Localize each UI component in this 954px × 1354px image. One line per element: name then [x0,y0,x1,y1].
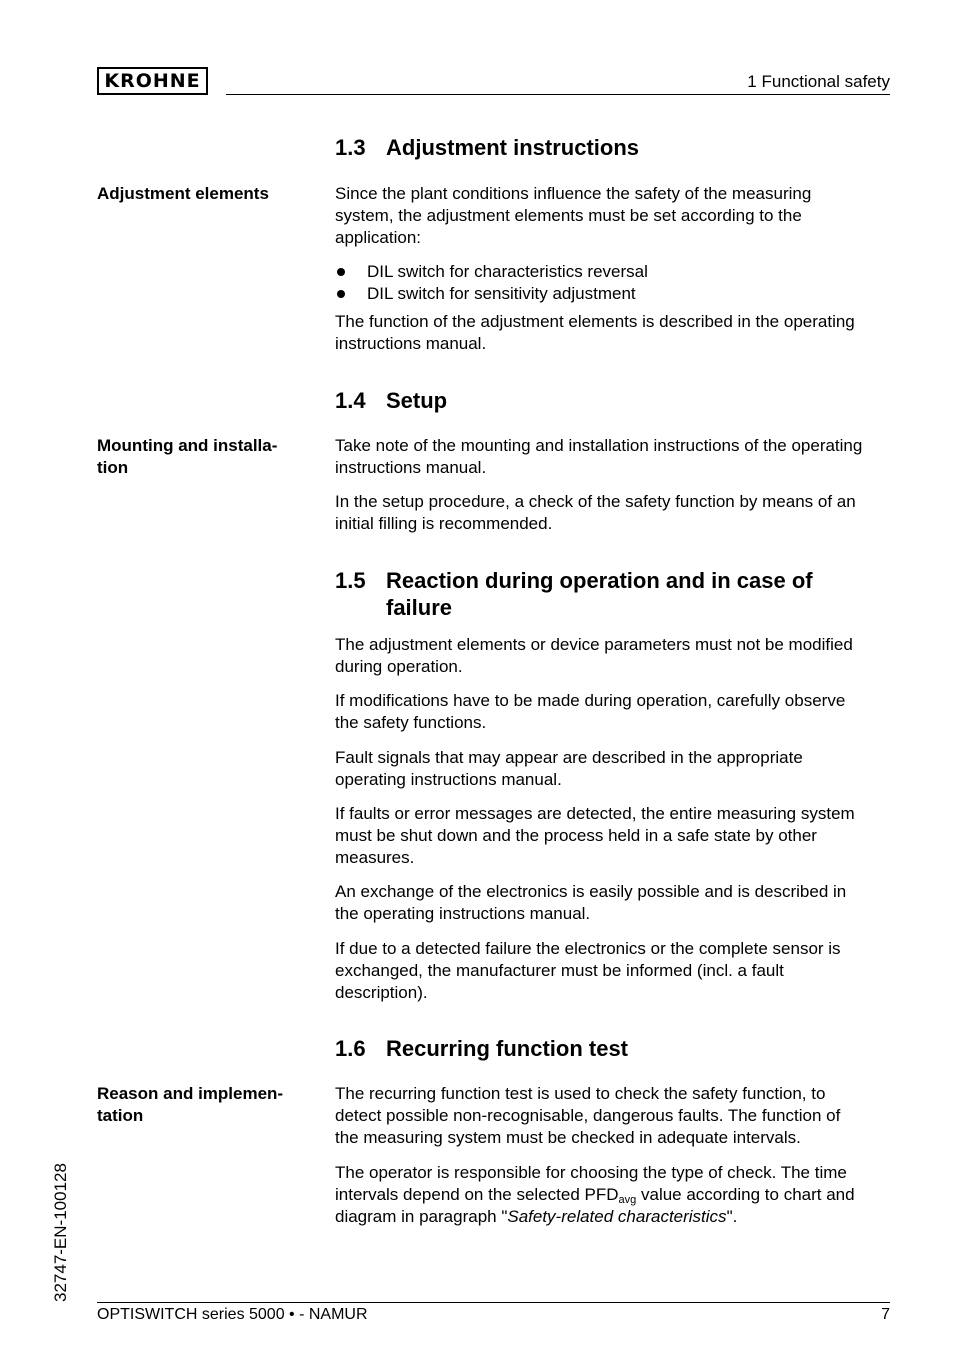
paragraph-modifications [335,690,845,734]
paragraph-setup-procedure [335,491,856,535]
heading-text: Adjustment instructions [386,135,640,160]
paragraph-mounting-note [335,435,862,479]
text-line: intervals depend on the selected PFD [335,1185,619,1204]
subscript: avg [618,1194,637,1206]
text-line: measures. [335,848,415,867]
italic-reference: Safety-related characteristics [507,1207,727,1226]
krohne-logo: KROHNE [97,67,208,95]
paragraph-electronics-exchange [335,881,846,925]
header-rule [226,94,890,95]
text-line: system, the adjustment elements must be set according to the [335,206,802,225]
heading-text: Setup [386,388,448,413]
text-line: If due to a detected failure the electronics or the complete sensor is [335,939,841,958]
text-line: Take note of the mounting and installation instructions of the operating [335,436,863,455]
text-line: The adjustment elements or device parameters must not be modified [335,635,853,654]
text-line: operating instructions manual. [335,770,562,789]
text-line: If modifications have to be made during operation, carefully observe [335,691,846,710]
heading-text: failure [386,595,453,620]
paragraph-adjustment-intro [335,183,811,249]
text-line: ". [726,1207,738,1226]
text-line: The function of the adjustment elements is described in the operating [335,312,855,331]
text-line: value according to chart and [636,1185,855,1204]
paragraph-adjustment-outro [335,311,855,355]
heading-1-5 [335,567,813,621]
text-line: An exchange of the electronics is easily possible and is described in [335,882,847,901]
text-line: initial filling is recommended. [335,514,553,533]
text-line: the measuring system must be checked in adequate intervals. [335,1128,801,1147]
bullet-list [335,261,648,305]
list-item: DIL switch for characteristics reversal [335,261,648,283]
heading-text: Reaction during operation and in case of [386,568,813,593]
text-line: Mounting and installa- [97,436,278,455]
footer-rule [97,1302,890,1303]
text-line: If faults or error messages are detected, the entire measuring system [335,804,855,823]
heading-text: Recurring function test [386,1036,629,1061]
paragraph-inform-manufacturer [335,938,841,1004]
heading-1-6 [335,1035,628,1062]
heading-1-4 [335,387,447,414]
text-line: description). [335,983,428,1002]
heading-number: 1.3 [335,135,366,160]
text-line: Since the plant conditions influence the safety of the measuring [335,184,812,203]
heading-number: 1.6 [335,1036,366,1061]
text-line: application: [335,228,422,247]
heading-number: 1.4 [335,388,366,413]
text-line: detect possible non-recognisable, dangerous faults. The function of [335,1106,841,1125]
paragraph-no-modification [335,634,853,678]
document-code: 32747-EN-100128 [51,1163,70,1302]
chapter-title: 1 Functional safety [747,72,890,91]
text-line: instructions manual. [335,334,487,353]
text-line: must be shut down and the process held in a safe state by other [335,826,817,845]
side-label-adjustment-elements: Adjustment elements [97,184,269,203]
heading-number: 1.5 [335,568,366,593]
text-line: The operator is responsible for choosing the type of check. The time [335,1163,847,1182]
text-line: exchanged, the manufacturer must be informed (incl. a fault [335,961,784,980]
text-line: tation [97,1106,144,1125]
text-line: The recurring function test is used to check the safety function, to [335,1084,826,1103]
text-line: Reason and implemen- [97,1084,284,1103]
heading-1-3 [335,134,639,161]
paragraph-fault-signals [335,747,803,791]
text-line: instructions manual. [335,458,487,477]
footer-product: OPTISWITCH series 5000 • - NAMUR [97,1306,368,1323]
text-line: the safety functions. [335,713,487,732]
text-line: In the setup procedure, a check of the safety function by means of an [335,492,856,511]
text-line: the operating instructions manual. [335,904,591,923]
paragraph-operator-responsibility [335,1162,855,1228]
text-line: tion [97,458,129,477]
text-line: during operation. [335,657,463,676]
text-line: Fault signals that may appear are described in the appropriate [335,748,803,767]
paragraph-faults-detected [335,803,855,869]
side-label-reason [97,1083,312,1127]
page-number: 7 [881,1306,890,1323]
text-line: diagram in paragraph " [335,1207,508,1226]
list-item: DIL switch for sensitivity adjustment [335,283,648,305]
side-label-mounting [97,435,312,479]
paragraph-recurring-test [335,1083,840,1149]
